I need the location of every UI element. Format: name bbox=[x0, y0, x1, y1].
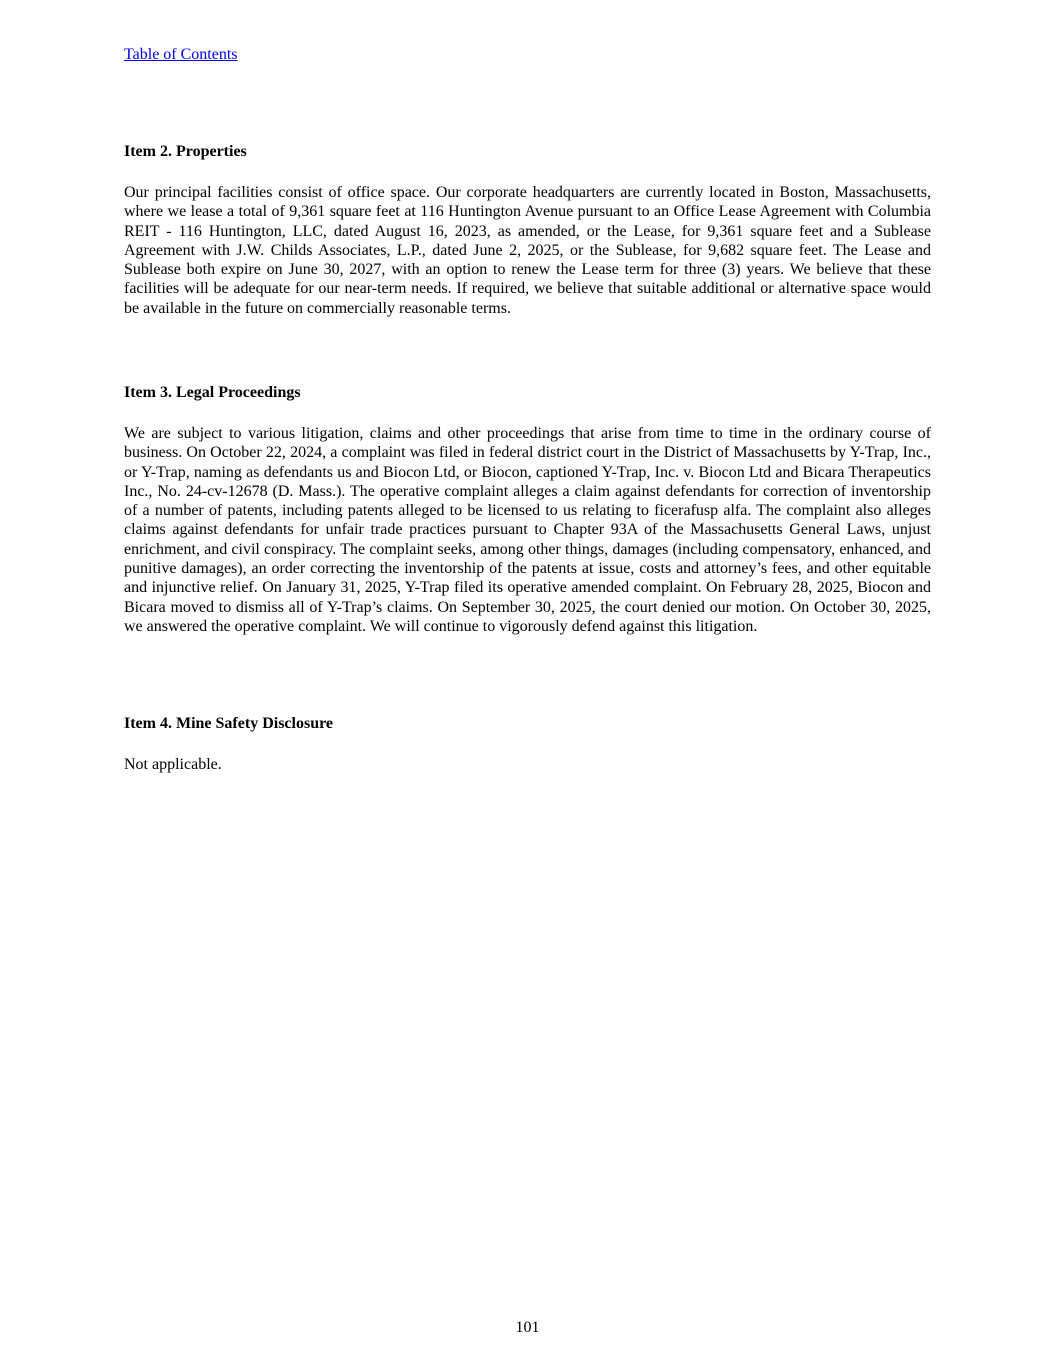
page-number: 101 bbox=[515, 1319, 540, 1336]
section-heading-item-2-properties: Item 2. Properties bbox=[124, 143, 247, 160]
section-body-item-2-properties: Our principal facilities consist of office space. Our corporate headquarters are currently located in Boston, Massachusetts, where we lease a total of 9,361 square feet at 116 Huntington Avenue pursuant to an Office Lease Agreement with Columbia REIT - 116 Huntington, LLC, dated August 16, 2023, as amended, or the Lease, for 9,361 square feet and a Sublease Agreement with J.W. Childs Associates, L.P., dated June 2, 2025, or the Sublease, for 9,682 square feet. The Lease and Sublease both expire on June 30, 2027, with an option to renew the Lease term for three (3) years. We believe that these facilities will be adequate for our near-term needs. If required, we believe that suitable additional or alternative space would be available in the future on commercially reasonable terms. bbox=[124, 184, 931, 317]
table-of-contents-link[interactable]: Table of Contents bbox=[124, 46, 238, 63]
section-body-item-3-legal-proceedings: We are subject to various litigation, claims and other proceedings that arise from time to time in the ordinary course of business. On October 22, 2024, a complaint was filed in federal district court in the District of Massachusetts by Y-Trap, Inc., or Y-Trap, naming as defendants us and Biocon Ltd, or Biocon, captioned Y-Trap, Inc. v. Biocon Ltd and Bicara Therapeutics Inc., No. 24-cv-12678 (D. Mass.). The operative complaint alleges a claim against defendants for correction of inventorship of a number of patents, including patents alleged to be licensed to us relating to ficerafusp alfa. The complaint also alleges claims against defendants for unfair trade practices pursuant to Chapter 93A of the Massachusetts General Laws, unjust enrichment, and civil conspiracy. The complaint seeks, among other things, damages (including compensatory, enhanced, and punitive damages), an order correcting the inventorship of the patents at issue, costs and attorney’s fees, and other equitable and injunctive relief. On January 31, 2025, Y-Trap filed its operative amended complaint. On February 28, 2025, Biocon and Bicara moved to dismiss all of Y-Trap’s claims. On September 30, 2025, the court denied our motion. On October 30, 2025, we answered the operative complaint. We will continue to vigorously defend against this litigation. bbox=[124, 425, 931, 635]
section-body-item-4-mine-safety: Not applicable. bbox=[124, 756, 222, 773]
section-heading-item-3-legal-proceedings: Item 3. Legal Proceedings bbox=[124, 384, 301, 401]
section-heading-item-4-mine-safety: Item 4. Mine Safety Disclosure bbox=[124, 715, 333, 732]
